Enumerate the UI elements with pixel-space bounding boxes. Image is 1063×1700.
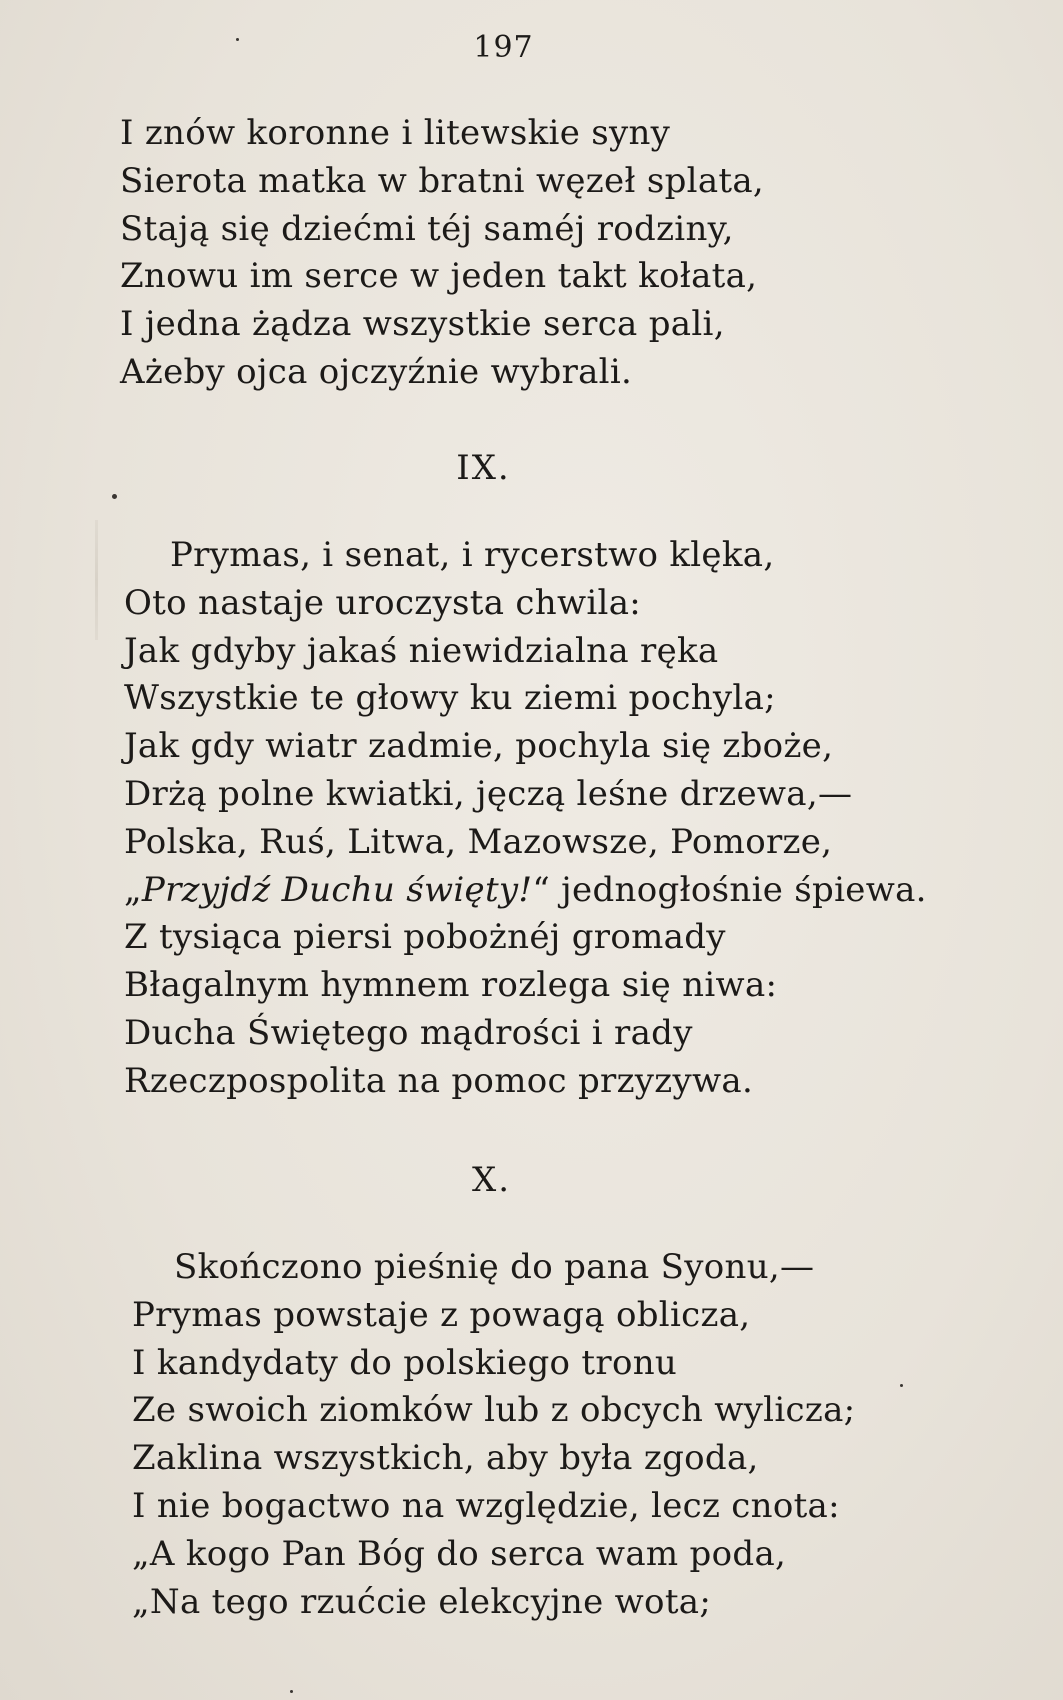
- stanza-ix: [124, 532, 927, 1106]
- verse-line: Stają się dziećmi téj saméj rodziny,: [120, 208, 734, 249]
- verse-line-quote: [124, 867, 927, 915]
- verse-line: Ducha Świętego mądrości i rady: [124, 1012, 693, 1053]
- verse-line: Skończono pieśnię do pana Syonu,—: [174, 1247, 815, 1287]
- verse-line: Sierota matka w bratni węzeł splata,: [120, 160, 765, 201]
- paper-speck: [290, 1690, 293, 1693]
- page-fold-shadow: [95, 520, 98, 640]
- verse-line: Prymas powstaje z powagą oblicza,: [132, 1294, 751, 1335]
- verse-line: Polska, Ruś, Litwa, Mazowsze, Pomorze,: [124, 821, 833, 862]
- italic-invocation: Przyjdź Duchu święty!: [141, 869, 533, 910]
- paper-speck: [236, 38, 239, 41]
- verse-line: I jedna żądza wszystkie serca pali,: [120, 304, 725, 345]
- paper-speck: [900, 1384, 903, 1387]
- verse-line: Oto nastaje uroczysta chwila:: [124, 582, 642, 623]
- verse-line: Z tysiąca piersi pobożnéj gromady: [124, 917, 726, 958]
- verse-line: Wszystkie te głowy ku ziemi pochyla;: [124, 678, 776, 719]
- verse-line: I kandydaty do polskiego tronu: [132, 1342, 678, 1383]
- verse-line: Drżą polne kwiatki, jęczą leśne drzewa,—: [124, 773, 853, 814]
- verse-line: Ażeby ojca ojczyźnie wybrali.: [120, 351, 633, 392]
- verse-line: Jak gdyby jakaś niewidzialna ręka: [124, 630, 719, 671]
- verse-line: Zaklina wszystkich, aby była zgoda,: [132, 1438, 759, 1479]
- open-quote: „: [124, 869, 142, 910]
- stanza-x: [132, 1244, 855, 1626]
- verse-line: Prymas, i senat, i rycerstwo klęka,: [170, 535, 775, 575]
- verse-line: Znowu im serce w jeden takt kołata,: [120, 256, 758, 297]
- verse-line: I znów koronne i litewskie syny: [120, 113, 671, 153]
- verse-line: Jak gdy wiatr zadmie, pochyla się zboże,: [124, 726, 834, 767]
- verse-line: I nie bogactwo na względzie, lecz cnota:: [132, 1485, 840, 1526]
- quote-line-rest: jednogłośnie śpiewa.: [550, 869, 927, 910]
- section-heading-ix: IX.: [456, 448, 511, 488]
- page-number: 197: [473, 30, 534, 65]
- verse-line: Rzeczpospolita na pomoc przyzywa.: [124, 1060, 754, 1101]
- verse-line: „A kogo Pan Bóg do serca wam poda,: [132, 1533, 787, 1574]
- verse-line: Ze swoich ziomków lub z obcych wylicza;: [132, 1390, 856, 1431]
- paper-speck: [112, 494, 117, 499]
- section-heading-x: X.: [471, 1160, 511, 1200]
- verse-line: „Na tego rzućcie elekcyjne wota;: [132, 1581, 712, 1622]
- close-quote: “: [532, 869, 551, 910]
- stanza-1: [120, 110, 764, 397]
- verse-line: Błagalnym hymnem rozlega się niwa:: [124, 965, 778, 1006]
